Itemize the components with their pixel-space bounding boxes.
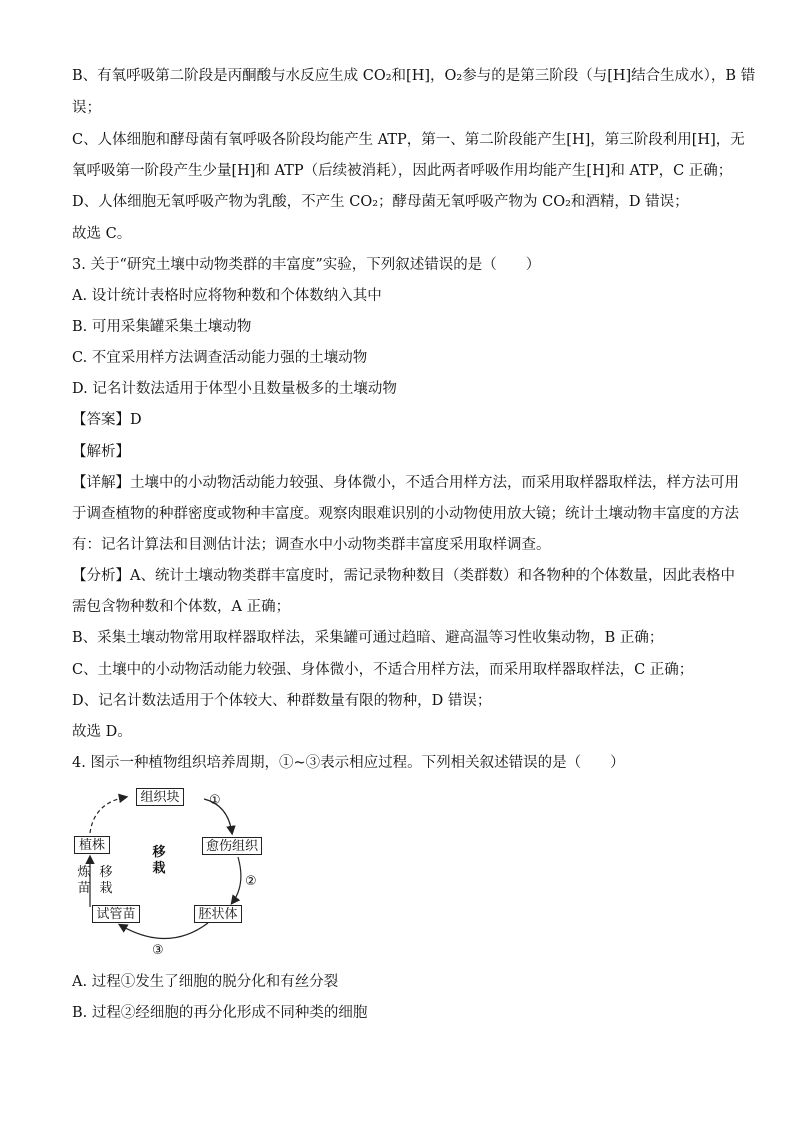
text-line: 氧呼吸第一阶段产生少量[H]和 ATP（后续被消耗），因此两者呼吸作用均能产生[H]和 ATP，C 正确；: [72, 163, 733, 179]
option-a: A. 设计统计表格时应将物种数和个体数纳入其中: [72, 288, 382, 304]
text-line: 需包含物种数和个体数，A 正确；: [72, 599, 291, 615]
label-hardening: 炼苗: [77, 865, 91, 896]
analysis-heading: 【解析】: [72, 444, 130, 460]
q4-option-b: B. 过程②经细胞的再分化形成不同种类的细胞: [72, 1005, 368, 1021]
question-3-stem: 3. 关于“研究土壤中动物类群的丰富度”实验，下列叙述错误的是（ ）: [72, 257, 541, 273]
question-4-stem: 4. 图示一种植物组织培养周期，①~③表示相应过程。下列相关叙述错误的是（ ）: [72, 755, 625, 771]
text-line: B、采集土壤动物常用取样器取样法，采集罐可通过趋暗、避高温等习性收集动物，B 正确；: [72, 630, 664, 646]
tissue-culture-cycle-diagram: [68, 785, 278, 960]
text-line: D、记名计数法适用于个体较大、种群数量有限的物种，D 错误；: [72, 693, 492, 709]
text-line: 【详解】土壤中的小动物活动能力较强、身体微小，不适合用样方法，而采用取样器取样法，样方法可用: [72, 475, 739, 491]
text-line: B、有氧呼吸第二阶段是丙酮酸与水反应生成 CO₂和[H]，O₂参与的是第三阶段（与[H]结合生成水），B 错: [72, 68, 756, 84]
text-line: 误；: [72, 100, 101, 116]
arrow-step2: [232, 857, 241, 903]
text-line: 有：记名计算法和目测估计法；调查水中小动物类群丰富度采用取样调查。: [72, 537, 551, 553]
label-transplant-center: 移栽: [152, 845, 166, 876]
box-callus: 愈伤组织: [202, 837, 262, 855]
arrow-step3: [120, 923, 208, 939]
label-step1: ①: [209, 793, 221, 808]
text-line: 【分析】A、统计土壤动物类群丰富度时，需记录物种数目（类群数）和各物种的个体数量，因此表格中: [72, 568, 735, 584]
box-embryoid: 胚状体: [194, 905, 242, 923]
answer-line: 【答案】D: [72, 412, 142, 428]
text-line: 故选 D。: [72, 724, 132, 740]
label-transplant-side: 移栽: [99, 865, 113, 896]
text-line: 于调查植物的种群密度或物种丰富度。观察肉眼难识别的小动物使用放大镜；统计土壤动物丰富度的方法: [72, 506, 739, 522]
text-line: C、人体细胞和酵母菌有氧呼吸各阶段均能产生 ATP，第一、第二阶段能产生[H]，第三阶段利用[H]，无: [72, 132, 745, 148]
arrow-plant-to-tissue: [90, 797, 126, 833]
box-tissue: 组织块: [136, 788, 184, 806]
text-line: D、人体细胞无氧呼吸产物为乳酸，不产生 CO₂；酵母菌无氧呼吸产物为 CO₂和酒精，D 错误；: [72, 194, 689, 210]
label-step2: ②: [245, 874, 257, 889]
box-test-tube-seedling: 试管苗: [92, 905, 140, 923]
label-step3: ③: [152, 943, 164, 958]
box-plant: 植株: [74, 836, 110, 854]
text-line: 故选 C。: [72, 226, 132, 242]
option-d: D. 记名计数法适用于体型小且数量极多的土壤动物: [72, 381, 397, 397]
option-b: B. 可用采集罐采集土壤动物: [72, 319, 252, 335]
text-line: C、土壤中的小动物活动能力较强、身体微小，不适合用样方法，而采用取样器取样法，C 正确；: [72, 662, 694, 678]
option-c: C. 不宜采用样方法调查活动能力强的土壤动物: [72, 350, 368, 366]
q4-option-a: A. 过程①发生了细胞的脱分化和有丝分裂: [72, 974, 339, 990]
